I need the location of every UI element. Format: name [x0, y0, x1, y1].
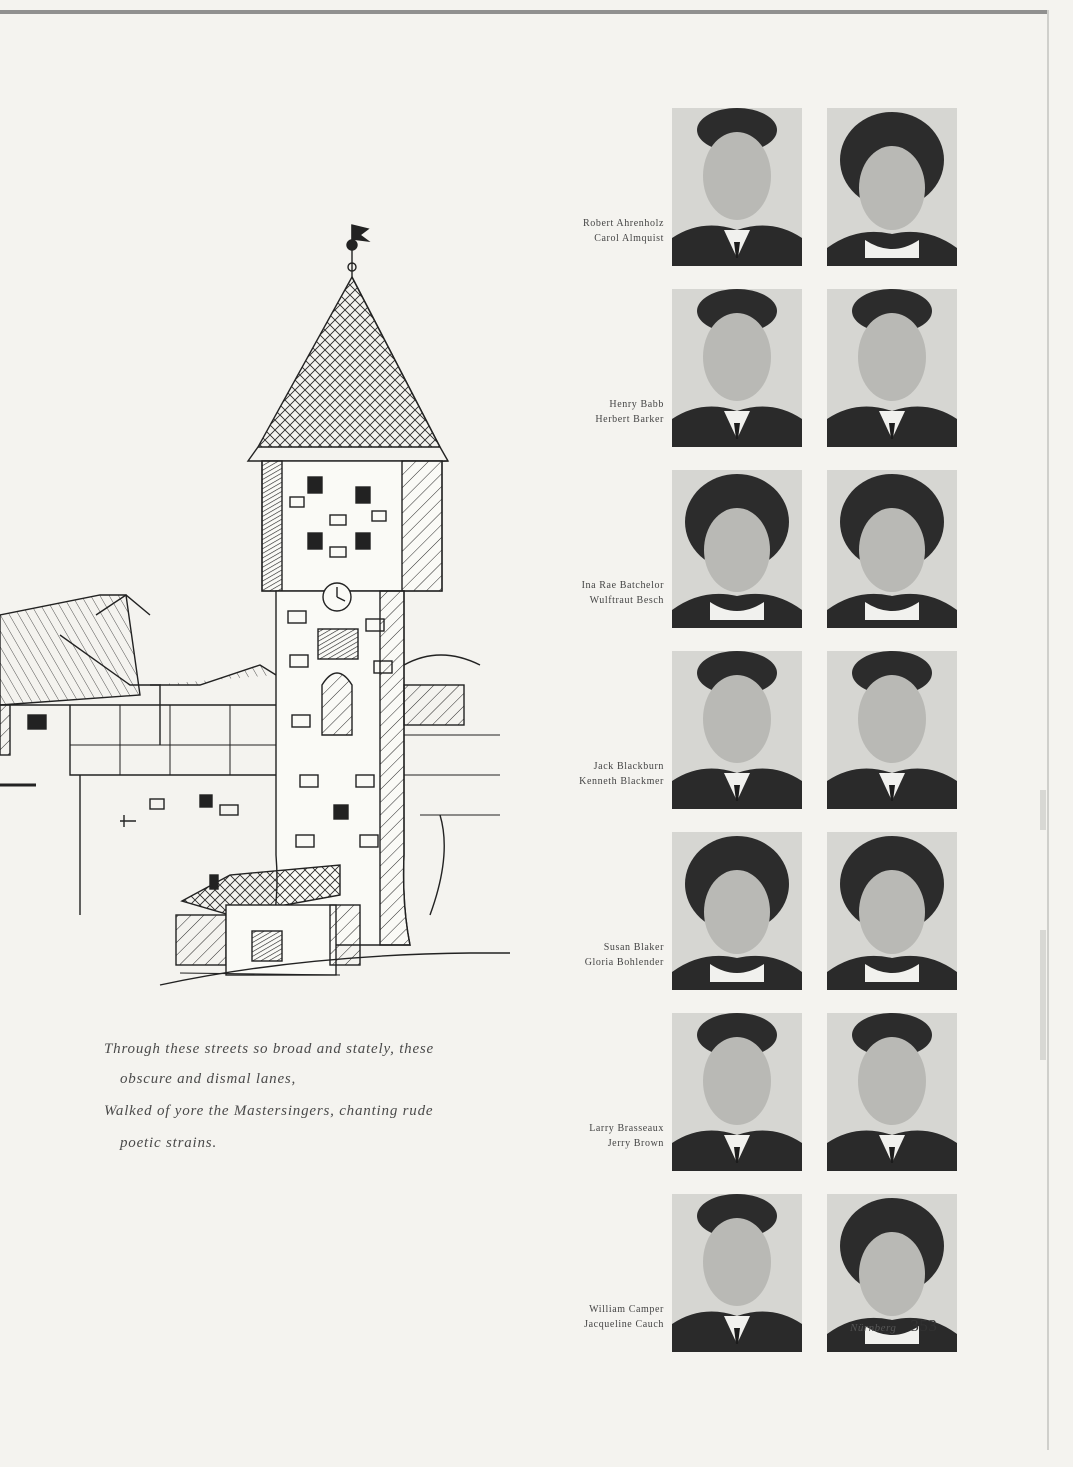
name-caption: [504, 759, 664, 789]
tower-illustration: [0, 215, 520, 995]
page-number: 353: [910, 1316, 938, 1335]
portrait-row: [540, 470, 960, 630]
page-edge: [1047, 10, 1049, 1450]
student-portrait: [827, 108, 957, 266]
portrait-row: [540, 832, 960, 992]
tower-sketch: [0, 215, 520, 995]
student-portrait: [672, 1013, 802, 1171]
student-name: Ina Rae Batchelor: [581, 580, 664, 591]
student-portrait: [827, 1013, 957, 1171]
name-caption: [504, 1121, 664, 1151]
student-portrait: [827, 470, 957, 628]
student-name: Gloria Bohlender: [584, 957, 664, 968]
portrait-row: [540, 289, 960, 449]
footer-city: Nürnberg: [850, 1322, 897, 1334]
student-portrait: [672, 289, 802, 447]
poem-line: poetic strains.: [120, 1135, 217, 1151]
student-name: William Camper: [589, 1304, 664, 1315]
student-name: Carol Almquist: [594, 233, 664, 244]
student-portrait: [827, 832, 957, 990]
student-portrait: [672, 108, 802, 266]
student-name: Herbert Barker: [595, 414, 664, 425]
student-portrait: [672, 470, 802, 628]
student-name: Henry Babb: [609, 399, 664, 410]
student-portrait: [672, 1194, 802, 1352]
student-portrait: [672, 832, 802, 990]
student-name: Susan Blaker: [603, 942, 664, 953]
portrait-row: [540, 651, 960, 811]
name-caption: [504, 940, 664, 970]
poem-line: Walked of yore the Mastersingers, chanting rude: [104, 1103, 434, 1119]
name-caption: [504, 1302, 664, 1332]
student-name: Wulftraut Besch: [589, 595, 664, 606]
student-name: Jack Blackburn: [593, 761, 664, 772]
student-name: Larry Brasseaux: [589, 1123, 664, 1134]
student-portrait: [827, 289, 957, 447]
poem-line: obscure and dismal lanes,: [120, 1071, 297, 1087]
portrait-row: [540, 108, 960, 268]
student-portrait: [672, 651, 802, 809]
student-name: Kenneth Blackmer: [579, 776, 664, 787]
name-caption: [504, 216, 664, 246]
student-name: Jerry Brown: [607, 1138, 664, 1149]
student-name: Jacqueline Cauch: [584, 1319, 664, 1330]
name-caption: [504, 578, 664, 608]
name-caption: [504, 397, 664, 427]
top-rule: [0, 10, 1048, 14]
portrait-row: [540, 1013, 960, 1173]
student-portrait: [827, 651, 957, 809]
page-footer: [850, 1316, 937, 1336]
page-edge-shadow: [1040, 930, 1046, 1060]
poem-line: Through these streets so broad and stately, these: [104, 1041, 435, 1057]
student-name: Robert Ahrenholz: [583, 218, 664, 229]
page-edge-shadow: [1040, 790, 1046, 830]
